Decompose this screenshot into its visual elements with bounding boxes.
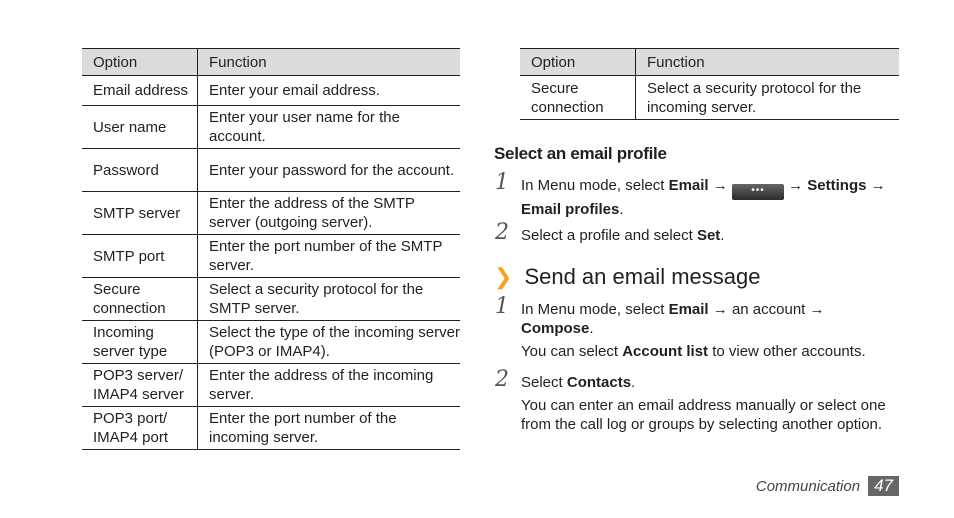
- page-footer: [756, 476, 899, 496]
- section-title-text: Send an email message: [524, 264, 761, 289]
- step-text: Select a profile and select Set.: [521, 227, 725, 244]
- table-row: [82, 364, 460, 407]
- table-row: [82, 407, 460, 450]
- menu-term-contacts: Contacts: [566, 374, 632, 391]
- menu-term-compose: Compose: [521, 320, 590, 337]
- option-cell: POP3 server/ IMAP4 server: [82, 364, 198, 407]
- profile-step-1: [495, 170, 901, 219]
- table-row: [82, 321, 460, 364]
- table-row: [520, 76, 899, 120]
- option-cell: SMTP port: [82, 235, 198, 278]
- incoming-settings-table: [520, 48, 899, 120]
- step-number: 1: [495, 294, 509, 319]
- profile-step-2: [495, 220, 901, 245]
- chevron-right-icon: ❯: [494, 264, 513, 289]
- function-cell: Select a security protocol for the incoming server.: [636, 76, 900, 120]
- menu-term-set: Set: [696, 227, 721, 244]
- function-cell: Enter your password for the account.: [198, 149, 461, 192]
- step-note: You can enter an email address manually or select one from the call log or groups by selecting another option.: [521, 397, 886, 433]
- section-title-send: [494, 262, 760, 292]
- option-cell: POP3 port/ IMAP4 port: [82, 407, 198, 450]
- step-text: In Menu mode, select Email → an account → Compose.: [521, 301, 825, 337]
- send-step-2: [495, 367, 901, 434]
- function-cell: Enter your email address.: [198, 76, 461, 106]
- more-menu-key-icon: •••: [732, 184, 784, 200]
- option-cell: Secure connection: [82, 278, 198, 321]
- function-cell: Enter the address of the SMTP server (outgoing server).: [198, 192, 461, 235]
- step-text: Select Contacts.: [521, 374, 636, 391]
- email-settings-table: [82, 48, 460, 450]
- header-function: Function: [198, 49, 461, 76]
- menu-term-email-profiles: Email profiles: [521, 201, 620, 218]
- function-cell: Enter the port number of the incoming server.: [198, 407, 461, 450]
- function-cell: Select a security protocol for the SMTP server.: [198, 278, 461, 321]
- header-function: Function: [636, 49, 900, 76]
- menu-term-email: Email: [668, 301, 709, 318]
- option-cell: Password: [82, 149, 198, 192]
- section-title-profile: Select an email profile: [494, 144, 667, 163]
- function-cell: Enter the port number of the SMTP server.: [198, 235, 461, 278]
- table-row: [82, 235, 460, 278]
- page-number: 47: [868, 476, 899, 496]
- function-cell: Select the type of the incoming server (POP3 or IMAP4).: [198, 321, 461, 364]
- footer-section: Communication: [755, 478, 861, 495]
- option-cell: SMTP server: [82, 192, 198, 235]
- step-text: In Menu mode, select Email → ••• → Settings → Email profiles.: [521, 177, 886, 218]
- function-cell: Enter the address of the incoming server.: [198, 364, 461, 407]
- table-row: [82, 278, 460, 321]
- table-row: [82, 192, 460, 235]
- option-cell: Incoming server type: [82, 321, 198, 364]
- table-row: [82, 106, 460, 149]
- option-cell: Secure connection: [520, 76, 636, 120]
- menu-term-email: Email: [668, 177, 709, 194]
- step-number: 2: [495, 367, 509, 392]
- step-note: You can select Account list to view other accounts.: [521, 343, 866, 360]
- step-number: 2: [495, 220, 509, 245]
- menu-term-settings: Settings: [807, 177, 867, 194]
- table-header-row: [82, 49, 460, 76]
- header-option: Option: [520, 49, 636, 76]
- table-row: [82, 149, 460, 192]
- table-header-row: [520, 49, 899, 76]
- header-option: Option: [82, 49, 198, 76]
- function-cell: Enter your user name for the account.: [198, 106, 461, 149]
- send-step-1: [495, 294, 901, 361]
- table-row: [82, 76, 460, 106]
- option-cell: User name: [82, 106, 198, 149]
- step-number: 1: [495, 170, 509, 195]
- menu-term-account-list: Account list: [622, 343, 709, 360]
- option-cell: Email address: [82, 76, 198, 106]
